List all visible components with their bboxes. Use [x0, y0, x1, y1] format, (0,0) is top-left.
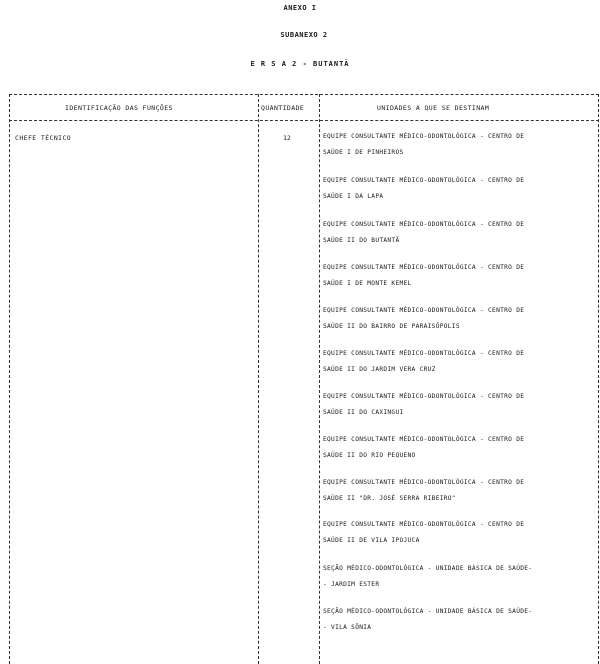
unit-entry	[323, 346, 595, 378]
quantity-cell: 12	[283, 134, 291, 142]
unit-line-2: SAÚDE I DE PINHEIROS	[323, 149, 404, 156]
function-cell: CHEFE TÉCNICO	[15, 134, 72, 142]
unit-entry	[323, 303, 595, 335]
annex-title: ANEXO I	[283, 4, 317, 12]
unit-entry	[323, 561, 595, 593]
unit-line-2: SAÚDE I DE MONTE KEMEL	[323, 280, 412, 287]
unit-line-1: EQUIPE CONSULTANTE MÉDICO-ODONTOLÓGICA - CENTRO DE	[323, 221, 525, 228]
column-header-quantity: QUANTIDADE	[261, 104, 305, 112]
unit-line-1: EQUIPE CONSULTANTE MÉDICO-ODONTOLÓGICA - CENTRO DE	[323, 350, 525, 357]
column-header-functions: IDENTIFICAÇÃO DAS FUNÇÕES	[65, 104, 173, 112]
unit-line-2: SAÚDE I DA LAPA	[323, 193, 384, 200]
unit-line-2: SAÚDE II DO RIO PEQUENO	[323, 452, 416, 459]
unit-line-1: EQUIPE CONSULTANTE MÉDICO-ODONTOLÓGICA - CENTRO DE	[323, 133, 525, 140]
unit-line-1: EQUIPE CONSULTANTE MÉDICO-ODONTOLÓGICA - CENTRO DE	[323, 307, 525, 314]
unit-entry	[323, 260, 595, 292]
unit-line-1: EQUIPE CONSULTANTE MÉDICO-ODONTOLÓGICA - CENTRO DE	[323, 479, 525, 486]
unit-entry	[323, 129, 595, 161]
unit-line-1: EQUIPE CONSULTANTE MÉDICO-ODONTOLÓGICA - CENTRO DE	[323, 393, 525, 400]
unit-line-2: SAÚDE II DO BUTANTÃ	[323, 237, 400, 244]
unit-line-2: SAÚDE II DO BAIRRO DE PARAISÓPOLIS	[323, 323, 460, 330]
unit-entry	[323, 173, 595, 205]
unit-line-2: - JARDIM ESTER	[323, 581, 380, 588]
table-header-rule	[9, 120, 599, 121]
unit-line-1: EQUIPE CONSULTANTE MÉDICO-ODONTOLÓGICA - CENTRO DE	[323, 177, 525, 184]
table-left-border	[9, 94, 10, 664]
column-divider-2	[319, 94, 320, 664]
unit-entry	[323, 432, 595, 464]
table-top-rule	[9, 94, 599, 95]
unit-entry	[323, 475, 595, 507]
sub-annex-title: SUBANEXO 2	[280, 31, 328, 39]
region-title: E R S A 2 - BUTANTÃ	[250, 60, 350, 68]
table-right-border	[598, 94, 599, 664]
unit-line-1: EQUIPE CONSULTANTE MÉDICO-ODONTOLÓGICA - CENTRO DE	[323, 521, 525, 528]
unit-line-1: SEÇÃO MÉDICO-ODONTOLÓGICA - UNIDADE BÁSICA DE SAÚDE-	[323, 608, 533, 615]
unit-line-1: EQUIPE CONSULTANTE MÉDICO-ODONTOLÓGICA - CENTRO DE	[323, 436, 525, 443]
unit-line-2: SAÚDE II "DR. JOSÉ SERRA RIBEIRO"	[323, 495, 456, 502]
unit-line-2: - VILA SÔNIA	[323, 624, 372, 631]
unit-entry	[323, 517, 595, 549]
column-header-units: UNIDADES A QUE SE DESTINAM	[377, 104, 490, 112]
column-divider-1	[258, 94, 259, 664]
unit-entry	[323, 604, 595, 636]
unit-line-2: SAÚDE II DO CAXINGUI	[323, 409, 404, 416]
unit-line-1: SEÇÃO MÉDICO-ODONTOLÓGICA - UNIDADE BÁSICA DE SAÚDE-	[323, 565, 533, 572]
unit-entry	[323, 389, 595, 421]
unit-line-2: SAÚDE II DE VILA IPOJUCA	[323, 537, 420, 544]
unit-line-1: EQUIPE CONSULTANTE MÉDICO-ODONTOLÓGICA - CENTRO DE	[323, 264, 525, 271]
unit-line-2: SAÚDE II DO JARDIM VERA CRUZ	[323, 366, 436, 373]
unit-entry	[323, 217, 595, 249]
functions-table	[9, 94, 599, 664]
